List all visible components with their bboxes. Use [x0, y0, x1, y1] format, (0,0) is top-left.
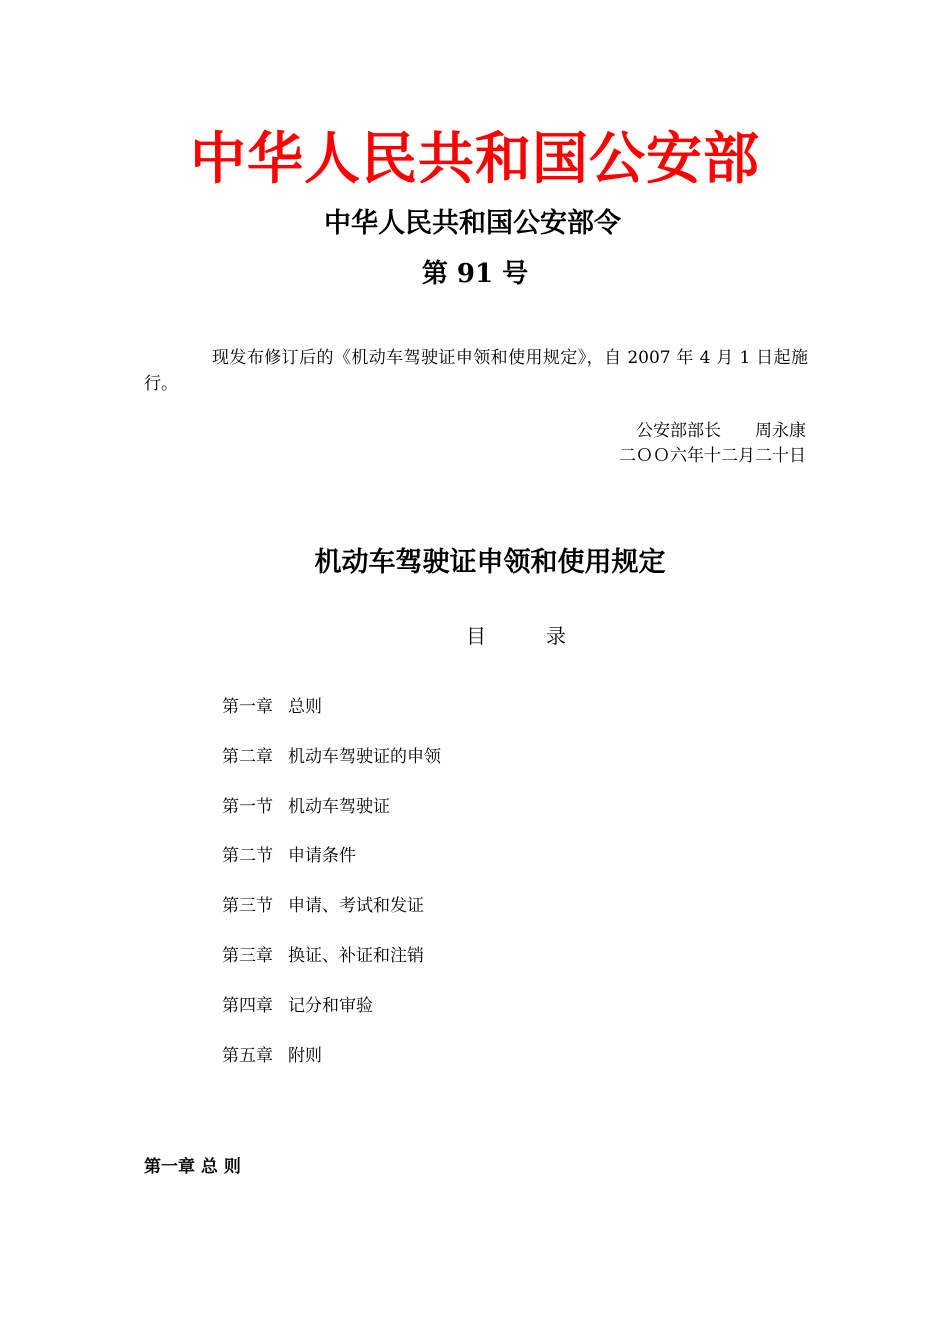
signature-date: 二ＯＯ六年十二月二十日: [619, 446, 806, 466]
toc-item: [222, 892, 441, 942]
ministry-name: 中华人民共和国公安部: [190, 127, 760, 192]
toc-item-number: 第二章: [222, 746, 273, 767]
toc-item: [222, 793, 441, 843]
toc-item: [222, 942, 441, 992]
order-number: 第 91 号: [421, 259, 529, 289]
decree-paragraph: 现发布修订后的《机动车驾驶证申领和使用规定》，自 2007 年 4 月 1 日起施行。: [144, 348, 808, 394]
toc-item-number: 第三章: [222, 945, 273, 966]
toc-item: [222, 743, 441, 793]
toc-item-label: 机动车驾驶证的申领: [288, 746, 441, 767]
toc-item: [222, 842, 441, 892]
toc-item: [222, 693, 441, 743]
toc-item-label: 记分和审验: [288, 995, 373, 1016]
toc-item-number: 第四章: [222, 995, 273, 1016]
toc-item: [222, 1042, 441, 1092]
table-of-contents: [222, 693, 441, 1091]
toc-item-number: 第一章: [222, 697, 273, 717]
regulation-title: 机动车驾驶证申领和使用规定: [314, 547, 666, 578]
toc-item-label: 总则: [288, 697, 322, 717]
toc-item-number: 第一节: [222, 796, 273, 817]
chapter-heading: 第一章 总 则: [144, 1157, 241, 1177]
signatory-line: 公安部部长 周永康: [636, 421, 806, 441]
toc-item-number: 第三节: [222, 896, 273, 917]
toc-title: 目 录: [466, 624, 566, 648]
order-title: 中华人民共和国公安部令: [324, 208, 621, 239]
toc-item-label: 申请条件: [288, 846, 356, 867]
toc-item-label: 换证、补证和注销: [288, 945, 424, 966]
toc-item-label: 机动车驾驶证: [288, 796, 390, 817]
toc-item: [222, 992, 441, 1042]
toc-item-label: 附则: [288, 1045, 322, 1066]
toc-item-label: 申请、考试和发证: [288, 896, 424, 917]
toc-item-number: 第五章: [222, 1045, 273, 1066]
toc-item-number: 第二节: [222, 846, 273, 867]
